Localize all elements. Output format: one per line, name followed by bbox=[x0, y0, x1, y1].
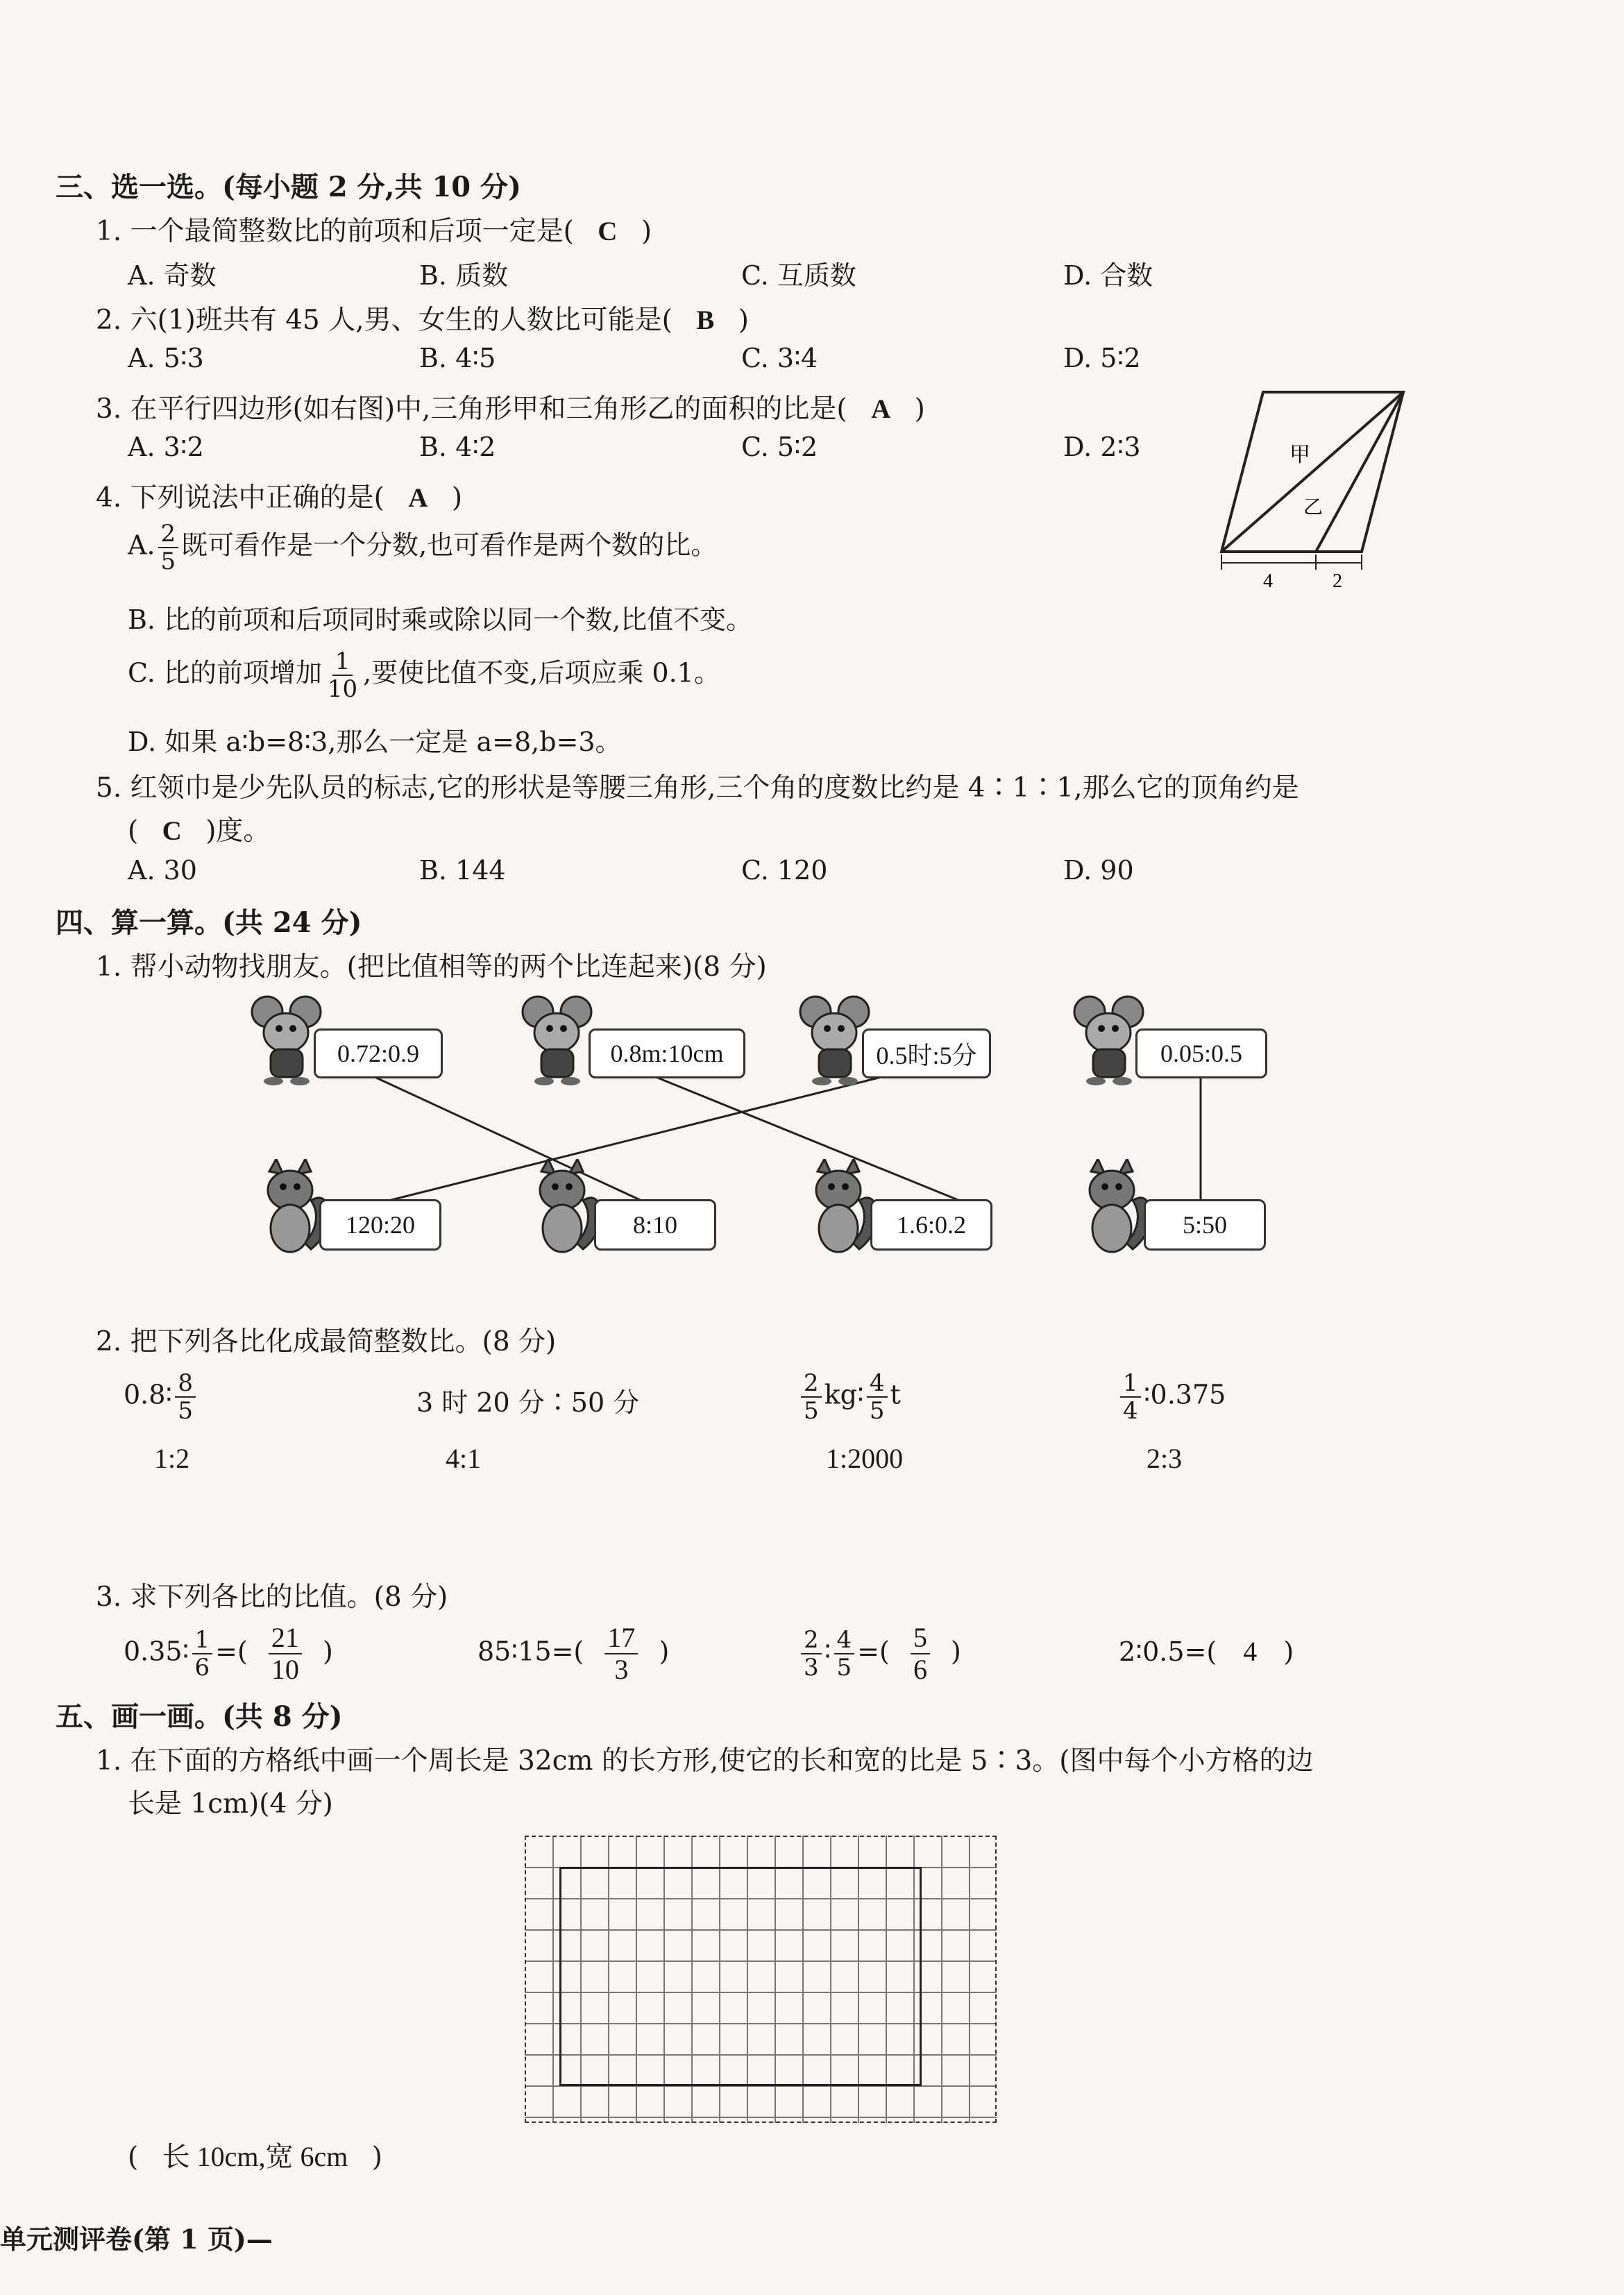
q3-3-answer: A bbox=[871, 394, 891, 424]
paren-close: ) bbox=[951, 1636, 961, 1667]
q3-1-opt-b: B. 质数 bbox=[419, 260, 509, 291]
section-5-title: 五、画一画。(共 8 分) bbox=[56, 1700, 343, 1733]
answer-fraction bbox=[604, 1624, 638, 1684]
numerator: 2 bbox=[158, 522, 179, 548]
opt-c-text: ,要使比值不变,后项应乘 0.1。 bbox=[363, 657, 720, 688]
paren-open: ( bbox=[128, 815, 139, 847]
paren-close: )度。 bbox=[205, 815, 271, 847]
q3-4-answer: A bbox=[408, 483, 428, 513]
q3-2-opt-d: D. 5∶2 bbox=[1063, 343, 1141, 373]
label-jia: 甲 bbox=[1289, 443, 1310, 467]
denominator: 5 bbox=[804, 1397, 819, 1425]
opt-a-label: A. bbox=[128, 530, 155, 561]
denominator: 4 bbox=[1123, 1397, 1138, 1425]
q3-4-opt-b: B. 比的前项和后项同时乘或除以同一个数,比值不变。 bbox=[128, 604, 753, 635]
paren-close: ) bbox=[914, 393, 925, 425]
q3-5-answer: C bbox=[162, 816, 182, 846]
paren-close: ) bbox=[323, 1636, 333, 1667]
ratio-box-top-2: 0.8m:10cm bbox=[589, 1028, 745, 1078]
numerator: 4 bbox=[867, 1371, 888, 1398]
numerator: 2 bbox=[801, 1628, 822, 1654]
q4-3-problem-4 bbox=[1119, 1635, 1294, 1668]
q3-5-opt-c: C. 120 bbox=[741, 855, 828, 886]
q3-1-answer: C bbox=[598, 217, 618, 246]
ratio-box-bottom-2: 8:10 bbox=[594, 1199, 716, 1251]
paren-close: ) bbox=[738, 305, 749, 336]
mouse-icon bbox=[521, 992, 597, 1086]
answer-fraction bbox=[269, 1624, 302, 1684]
expr: =( bbox=[215, 1636, 248, 1667]
q4-2-problem-4 bbox=[1117, 1371, 1226, 1423]
match-line bbox=[375, 1077, 649, 1204]
squirrel-icon bbox=[1077, 1159, 1153, 1263]
q3-5-opt-b: B. 144 bbox=[419, 855, 506, 886]
q3-5-opt-a: A. 30 bbox=[128, 855, 197, 886]
expr: 0.35∶ bbox=[124, 1636, 189, 1667]
expr: =( bbox=[857, 1636, 890, 1667]
denominator: 5 bbox=[160, 548, 176, 575]
fraction bbox=[801, 1626, 822, 1682]
expr: 0.8∶ bbox=[124, 1379, 173, 1410]
q3-4-text: 4. 下列说法中正确的是( bbox=[96, 482, 384, 514]
denominator: 6 bbox=[913, 1654, 927, 1685]
numerator: 1 bbox=[332, 650, 353, 676]
denominator: 10 bbox=[327, 675, 358, 703]
answer-fraction bbox=[911, 1624, 930, 1684]
opt-a-text: 既可看作是一个分数,也可看作是两个数的比。 bbox=[181, 530, 718, 561]
fraction bbox=[867, 1371, 888, 1423]
q3-2-opt-a: A. 5∶3 bbox=[128, 343, 204, 373]
q4-2-problem-1 bbox=[124, 1371, 198, 1423]
numerator: 1 bbox=[192, 1628, 213, 1654]
denominator: 10 bbox=[271, 1654, 299, 1685]
dim-label-4: 4 bbox=[1263, 570, 1273, 592]
paren-close: ) bbox=[451, 482, 463, 514]
denominator: 5 bbox=[869, 1397, 885, 1425]
q3-3-opt-b: B. 4∶2 bbox=[419, 432, 496, 462]
numerator: 5 bbox=[911, 1624, 930, 1654]
expr: ∶0.375 bbox=[1143, 1379, 1226, 1410]
q3-2-answer: B bbox=[696, 305, 715, 335]
q5-1-answer-line bbox=[128, 2135, 382, 2174]
squirrel-icon bbox=[527, 1159, 604, 1263]
ratio-box-bottom-3: 1.6:0.2 bbox=[870, 1199, 992, 1251]
q4-2-text: 2. 把下列各比化成最简整数比。(8 分) bbox=[96, 1326, 557, 1357]
label-yi: 乙 bbox=[1303, 496, 1323, 518]
q4-3-problem-2 bbox=[477, 1624, 669, 1684]
q3-3-opt-a: A. 3∶2 bbox=[128, 432, 204, 462]
expr: 2∶0.5=( bbox=[1119, 1636, 1217, 1667]
expr: kg∶ bbox=[824, 1379, 864, 1410]
q3-5-opt-d: D. 90 bbox=[1063, 855, 1134, 886]
page-footer: 单元测评卷(第 1 页)— bbox=[0, 2224, 273, 2255]
denominator: 5 bbox=[836, 1654, 852, 1682]
dim-label-2: 2 bbox=[1333, 570, 1342, 592]
fraction bbox=[1120, 1371, 1141, 1423]
q4-3-problem-3 bbox=[798, 1624, 961, 1684]
fraction bbox=[801, 1371, 822, 1423]
paren-open: ( bbox=[128, 2142, 139, 2173]
q3-2-opt-c: C. 3∶4 bbox=[741, 343, 818, 373]
q4-1-text: 1. 帮小动物找朋友。(把比值相等的两个比连起来)(8 分) bbox=[96, 951, 767, 983]
q4-2-problem-2: 3 时 20 分∶50 分 bbox=[416, 1387, 640, 1418]
ratio-box-bottom-1: 120:20 bbox=[319, 1199, 441, 1251]
squirrel-icon bbox=[804, 1159, 880, 1263]
paren-close: ) bbox=[1283, 1636, 1294, 1667]
q4-2-answer-1: 1:2 bbox=[154, 1443, 190, 1474]
fraction bbox=[192, 1626, 213, 1682]
denominator: 5 bbox=[178, 1397, 193, 1425]
section-4-title: 四、算一算。(共 24 分) bbox=[56, 906, 362, 939]
q4-3-answer-4: 4 bbox=[1243, 1636, 1258, 1667]
numerator: 2 bbox=[801, 1371, 822, 1398]
ratio-box-top-3: 0.5时:5分 bbox=[862, 1028, 991, 1078]
q3-1-opt-d: D. 合数 bbox=[1063, 260, 1153, 291]
q4-2-answer-4: 2:3 bbox=[1147, 1443, 1183, 1474]
q4-2-answer-3: 1:2000 bbox=[826, 1443, 904, 1474]
denominator: 3 bbox=[804, 1654, 819, 1682]
q3-1-opt-a: A. 奇数 bbox=[128, 260, 217, 291]
q3-3-text: 3. 在平行四边形(如右图)中,三角形甲和三角形乙的面积的比是( bbox=[96, 393, 847, 425]
q4-3-problem-1 bbox=[124, 1624, 333, 1684]
q5-1-line1: 1. 在下面的方格纸中画一个周长是 32cm 的长方形,使它的长和宽的比是 5∶3。(图中每个小方格的边 bbox=[96, 1745, 1314, 1777]
q4-2-problem-3 bbox=[798, 1371, 901, 1423]
paren-close: ) bbox=[371, 2142, 382, 2173]
fraction bbox=[175, 1371, 196, 1423]
q3-5-text: 5. 红领巾是少先队员的标志,它的形状是等腰三角形,三个角的度数比约是 4∶1∶1,那么它的顶角约是 bbox=[96, 772, 1299, 804]
expr: 85∶15=( bbox=[477, 1636, 584, 1667]
expr: ∶ bbox=[824, 1636, 831, 1667]
numerator: 17 bbox=[604, 1624, 638, 1654]
q4-3-text: 3. 求下列各比的比值。(8 分) bbox=[96, 1582, 448, 1613]
q3-4-opt-d: D. 如果 a∶b=8∶3,那么一定是 a=8,b=3。 bbox=[128, 727, 622, 757]
q3-2-opt-b: B. 4∶5 bbox=[419, 343, 496, 373]
drawn-rectangle bbox=[559, 1867, 922, 2086]
denominator: 6 bbox=[194, 1654, 210, 1682]
q5-1-line2: 长是 1cm)(4 分) bbox=[128, 1788, 333, 1820]
fraction bbox=[834, 1626, 855, 1682]
denominator: 3 bbox=[614, 1654, 629, 1685]
ratio-box-bottom-4: 5:50 bbox=[1144, 1199, 1266, 1251]
paren-close: ) bbox=[641, 216, 652, 247]
numerator: 8 bbox=[175, 1371, 196, 1398]
q4-2-answer-2: 4:1 bbox=[446, 1443, 482, 1474]
section-3-title: 三、选一选。(每小题 2 分,共 10 分) bbox=[56, 171, 521, 203]
opt-c-label: C. 比的前项增加 bbox=[128, 657, 322, 688]
numerator: 21 bbox=[269, 1624, 302, 1654]
numerator: 1 bbox=[1120, 1371, 1141, 1398]
q5-1-answer: 长 10cm,宽 6cm bbox=[162, 2141, 348, 2172]
q3-3-opt-c: C. 5∶2 bbox=[741, 432, 818, 462]
unit: t bbox=[890, 1379, 901, 1410]
q3-2-text: 2. 六(1)班共有 45 人,男、女生的人数比可能是( bbox=[96, 305, 673, 336]
q3-1-opt-c: C. 互质数 bbox=[741, 260, 856, 291]
numerator: 4 bbox=[834, 1628, 855, 1654]
ratio-box-top-1: 0.72:0.9 bbox=[314, 1028, 443, 1078]
paren-close: ) bbox=[659, 1636, 670, 1667]
q3-1-text: 1. 一个最简整数比的前项和后项一定是( bbox=[96, 216, 574, 247]
ratio-box-top-4: 0.05:0.5 bbox=[1135, 1028, 1267, 1078]
q3-3-opt-d: D. 2∶3 bbox=[1063, 432, 1141, 462]
